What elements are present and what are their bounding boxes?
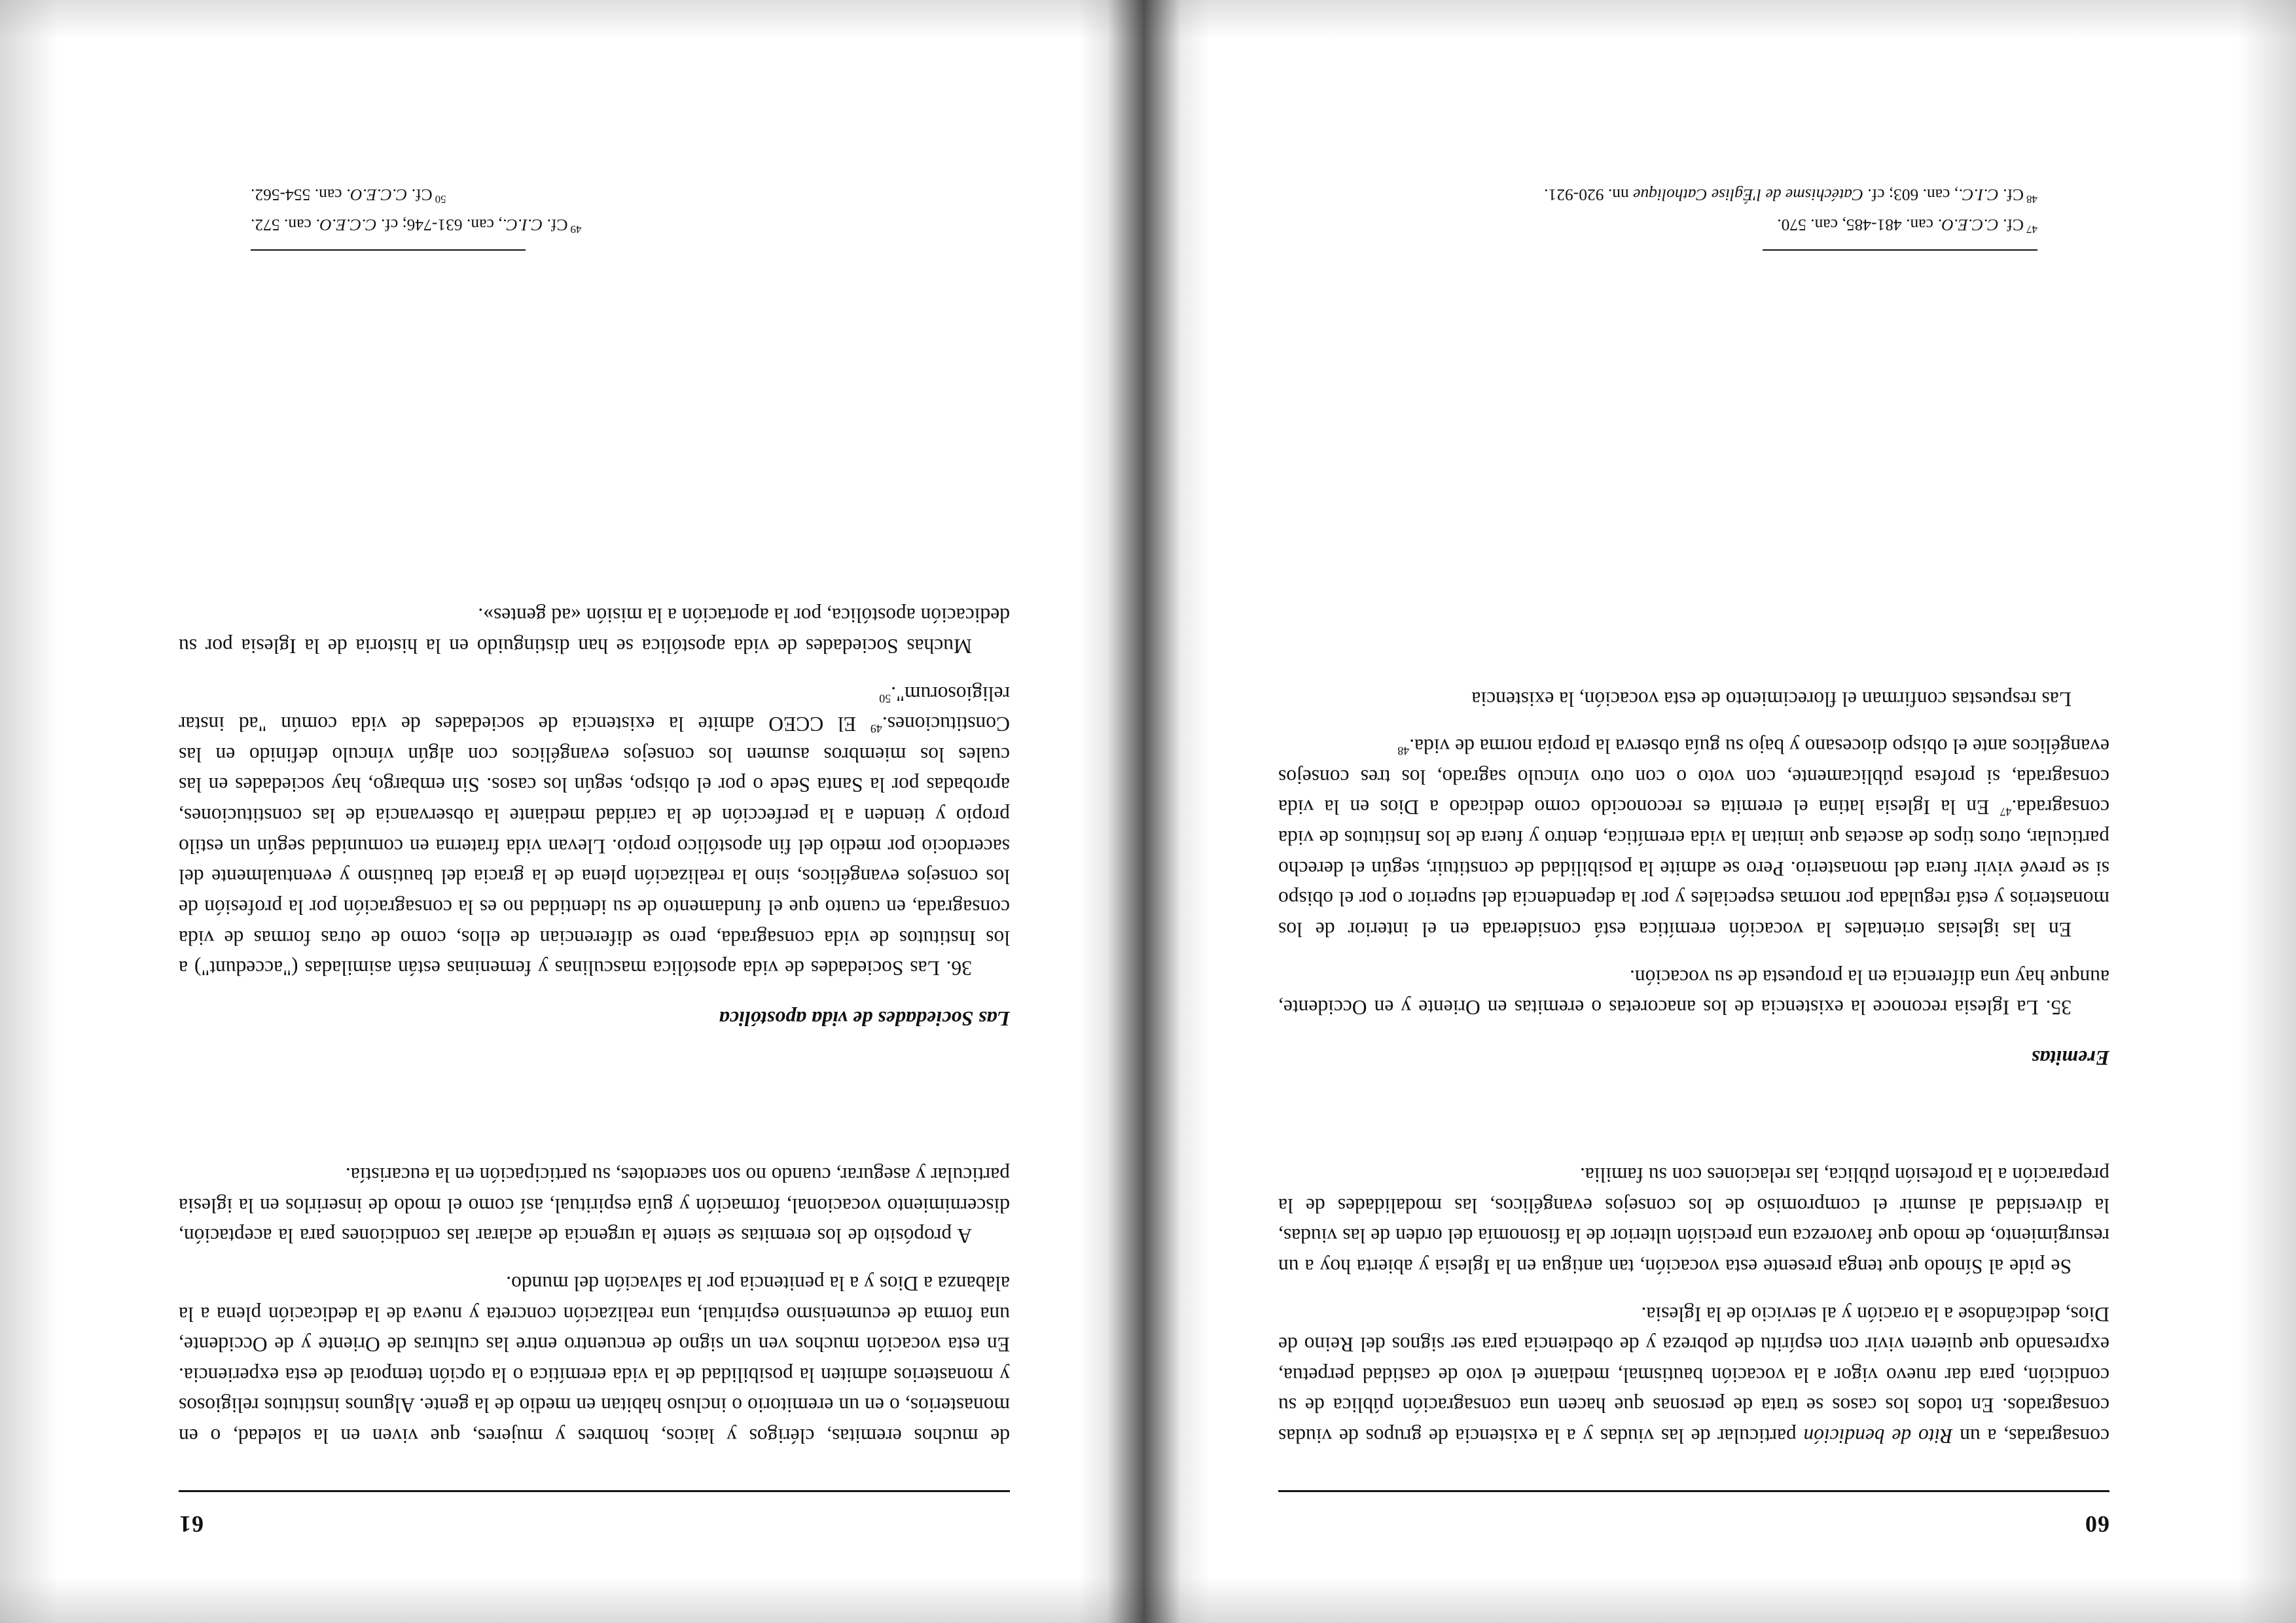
body-left: [1278, 683, 2109, 1451]
footnote: $^{47}$Cf. C.C.E.O. can. 481-485, can. 570.: [1777, 216, 2037, 236]
footnote: $^{49}$Cf. C.I.C., can. 631-746; cf. C.C.E.O. can. 572.: [251, 216, 582, 236]
header-rule-left: [1278, 1490, 2109, 1492]
paragraph: de muchos eremitas, clérigos y laicos, hombres y mujeres, que viven en la soledad, o en monasterios, o en un eremitorio o incluso habitan en medio de la gente. Algunos institutos religiosos y monasterios admiten la posibilidad de la vida eremítica o la opción temporal de esta experiencia. En esta vocación muchos ven un signo de encuentro entre las culturas de Oriente y de Occidente, una forma de ecumenismo espiritual, una realización concreta y nueva de la dedicación plena a la alabanza a Dios y a la penitencia por la salvación del mundo.: [179, 1272, 1010, 1448]
book-gutter: [1079, 0, 1210, 1623]
footnotes-left: [1350, 177, 2037, 251]
page-shadow-right: [0, 0, 59, 1623]
paragraph: Se pide al Sínodo que tenga presente esta vocación, tan antigua en la Iglesia y abierta hoy a un resurgimiento, de modo que favorezca una precisión ulterior de la fisonomía del orden de las viudas, la diversidad al asumir el compromiso de los consejos evangélicos, las modalidades de la preparación a la profesión pública, las relaciones con su familia.: [1278, 1164, 2109, 1278]
paragraph: Las respuestas confirman el florecimiento de esta vocación, la existencia: [1471, 687, 2072, 711]
paragraph: consagradas, a un Rito de bendición particular de las viudas y a la existencia de grupos de viudas consagrados. En todos los casos se trata de personas que hacen una consagración pública de su condición, para dar nuevo vigor a la vocación bautismal, mediante el voto de castidad perpetua, expresando que quieren vivir con espíritu de pobreza y de obediencia para ser signos del Reino de Dios, dedicándose a la oración y al servicio de la Iglesia.: [1278, 1302, 2109, 1448]
section-heading-sociedades: Las Sociedades de vida apostólica: [719, 1007, 1010, 1031]
paragraph: 35. La Iglesia reconoce la existencia de los anacoretas o eremitas en Oriente y en Occidente, aunque hay una diferencia en la propuesta de su vocación.: [1278, 965, 2109, 1020]
paragraph: 36. Las Sociedades de vida apostólica masculinas y femeninas están asimiladas ("accedunt") a los Institutos de vida consagrada, pero se diferencian de ellos, como de otras formas de vida consagrada, en cuanto que el fundamento de su identidad no es la consagración por la profesión de los consejos evangélicos, sino la realización plena de la gracia del bautismo y eventualmente del sacerdocio por medio del fin apostólico propio. Llevan vida fraterna en comunidad según un estilo propio y tienden a la perfección de la caridad mediante la observancia de las constituciones, aprobadas por la Santa Sede o por el obispo, según los casos. Sin embargo, hay sociedades en las cuales los miembros asumen los consejos evangélicos con algún vínculo definido en las Constituciones.$^{49}$ El CCEO admite la existencia de sociedades de vida común "ad instar religiosorum".$^{50}$: [179, 682, 1010, 980]
section-heading-eremitas: Eremitas: [2031, 1046, 2109, 1070]
page-left: [1206, 0, 2181, 1623]
paragraph: A propósito de los eremitas se siente la urgencia de aclarar las condiciones para la aceptación, discernimiento vocacional, formación y guía espiritual, así como el modo de inserirlos en la iglesia particular y asegurar, cuando no son sacerdotes, su participación en la eucaristía.: [179, 1164, 1010, 1248]
folio-row-left: [1278, 1496, 2109, 1538]
footnotes-right: [251, 177, 938, 251]
page-number-left: 60: [2085, 1511, 2109, 1537]
footnote: $^{50}$Cf. C.C.E.O. can. 554-562.: [251, 185, 446, 205]
footnote-rule-left: [1763, 250, 2037, 251]
footnote-rule-right: [251, 250, 526, 251]
body-right: [179, 600, 1010, 1451]
page-shadow-left: [2237, 0, 2296, 1623]
footnote: $^{48}$Cf. C.I.C., can. 603; cf. Catéchisme de l'Église Catholique nn. 920-921.: [1544, 185, 2037, 205]
page-number-right: 61: [179, 1511, 204, 1537]
paragraph: Muchas Sociedades de vida apostólica se han distinguido en la historia de la Iglesia por su dedicación apostólica, por la aportación a la misión «ad gentes».: [179, 604, 1010, 658]
header-rule-right: [179, 1490, 1010, 1492]
page-right: [107, 0, 1082, 1623]
folio-row-right: [179, 1496, 1010, 1538]
paragraph: En las iglesias orientales la vocación eremítica está considerada en el interior de los monasterios y está regulada por normas especiales y por la dependencia del superior o por el obispo si se prevé vivir fuera del monasterio. Pero se admite la posibilidad de constituir, según el derecho particular, otros tipos de ascetas que imitan la vida eremítica, dentro y fuera de los Institutos de vida consagrada.$^{47}$ En la Iglesia latina el eremita es reconocido como dedicado a Dios en la vida consagrada, si profesa públicamente, con voto o con otro vínculo sagrado, los tres consejos evangélicos ante el obispo diocesano y bajo su guía observa la propia norma de vida.$^{48}$: [1278, 735, 2109, 941]
